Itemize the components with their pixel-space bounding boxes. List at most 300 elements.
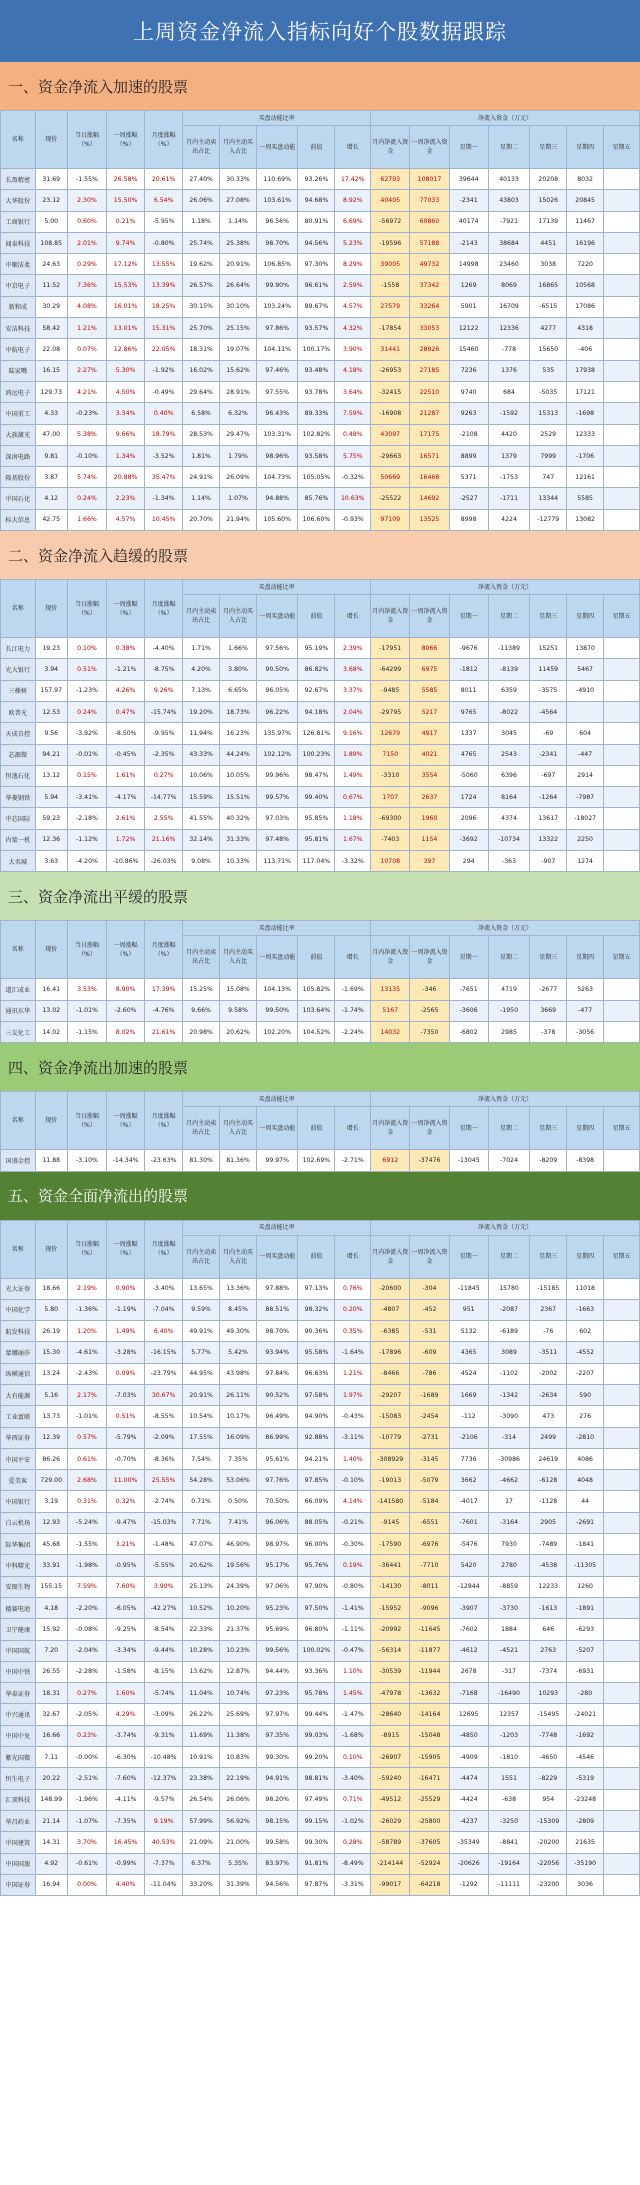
cell-m-power: 93.26%	[298, 169, 335, 190]
cell-net-month: 12679	[371, 723, 410, 744]
cell-m-out: 57.99%	[183, 1810, 220, 1831]
cell-chg-day: -0.61%	[67, 1853, 106, 1874]
cell-price: 18.66	[35, 1278, 67, 1299]
cell-m-power: 93.78%	[298, 381, 335, 402]
table-row	[1, 169, 640, 190]
cell-net-month: -4807	[371, 1299, 410, 1320]
cell-tue: -11389	[488, 638, 530, 659]
cell-fri	[604, 1021, 640, 1042]
cell-tue: -3250	[488, 1810, 530, 1831]
cell-thu: 4086	[567, 1448, 604, 1469]
cell-net-week: -64218	[410, 1874, 449, 1895]
cell-thu: -1698	[567, 403, 604, 424]
cell-chg-week: 1.34%	[107, 445, 145, 466]
cell-growth: 4.57%	[335, 296, 371, 317]
cell-thu: -280	[567, 1683, 604, 1704]
cell-chg-month: 18.79%	[145, 424, 183, 445]
cell-price: 129.73	[35, 381, 67, 402]
cell-tue: -10734	[488, 829, 530, 850]
cell-net-week: -13632	[410, 1683, 449, 1704]
table-row	[1, 979, 640, 1000]
col-header-net-month: 月内净流入资金	[371, 1107, 410, 1150]
cell-chg-day: 4.08%	[67, 296, 106, 317]
cell-name: 国盛金控	[1, 1150, 36, 1171]
cell-w-power: 94.56%	[256, 1874, 298, 1895]
cell-mon: -20626	[449, 1853, 488, 1874]
cell-name: 天成自控	[1, 723, 36, 744]
cell-tue: -1342	[488, 1384, 530, 1405]
cell-chg-month: -5.55%	[145, 1555, 183, 1576]
cell-net-week: 27185	[410, 360, 449, 381]
table-row	[1, 1299, 640, 1320]
section-1	[0, 62, 640, 531]
cell-price: 12.93	[35, 1512, 67, 1533]
col-header-chg-day: 当日涨幅（%）	[67, 1092, 106, 1150]
cell-growth: 1.21%	[335, 1363, 371, 1384]
cell-net-month: 1707	[371, 787, 410, 808]
cell-chg-day: 1.66%	[67, 509, 106, 530]
cell-chg-week: 12.86%	[107, 339, 145, 360]
cell-w-power: 98.70%	[256, 232, 298, 253]
table-row	[1, 1640, 640, 1661]
cell-name: 大有能源	[1, 1384, 36, 1405]
cell-name: 鸿远电子	[1, 381, 36, 402]
cell-m-out: 1.71%	[183, 638, 220, 659]
cell-net-week: 5217	[410, 701, 449, 722]
cell-wed: 954	[530, 1789, 567, 1810]
cell-chg-month: 6.54%	[145, 190, 183, 211]
cell-wed: -12779	[530, 509, 567, 530]
cell-mon: -6802	[449, 1021, 488, 1042]
cell-chg-day: 7.36%	[67, 275, 106, 296]
cell-growth: -0.80%	[335, 1576, 371, 1597]
cell-m-power: 103.64%	[298, 1000, 335, 1021]
table-row	[1, 1000, 640, 1021]
cell-tue: 3045	[488, 723, 530, 744]
cell-m-out: 27.40%	[183, 169, 220, 190]
cell-tue: -1950	[488, 1000, 530, 1021]
cell-net-week: -9096	[410, 1597, 449, 1618]
cell-w-power: 99.30%	[256, 1747, 298, 1768]
cell-m-out: 20.98%	[183, 1021, 220, 1042]
cell-name: 华西证券	[1, 1427, 36, 1448]
col-header-mon: 星期一	[449, 126, 488, 169]
cell-m-power: 106.60%	[298, 509, 335, 530]
col-header-fri: 星期五	[604, 1235, 640, 1278]
cell-thu: 1260	[567, 1576, 604, 1597]
col-header-tue: 星期二	[488, 126, 530, 169]
cell-growth: 17.42%	[335, 169, 371, 190]
cell-tue: -638	[488, 1789, 530, 1810]
cell-name: 爱美客	[1, 1470, 36, 1491]
cell-chg-month: -23.63%	[145, 1150, 183, 1171]
cell-name: 大族激光	[1, 424, 36, 445]
cell-m-in: 10.23%	[220, 1640, 257, 1661]
col-header-w-power: 一周买盘动能	[256, 1107, 298, 1150]
cell-chg-week: 17.12%	[107, 254, 145, 275]
cell-chg-month: 21.16%	[145, 829, 183, 850]
cell-net-week: 60860	[410, 211, 449, 232]
cell-wed: 2905	[530, 1512, 567, 1533]
cell-growth: 1.97%	[335, 1384, 371, 1405]
cell-name: 大华股份	[1, 190, 36, 211]
col-header-wed: 星期三	[530, 936, 567, 979]
cell-m-out: 0.71%	[183, 1491, 220, 1512]
cell-net-week: 77033	[410, 190, 449, 211]
cell-w-power: 110.69%	[256, 169, 298, 190]
cell-growth: -1.47%	[335, 1704, 371, 1725]
cell-net-month: -10779	[371, 1427, 410, 1448]
cell-chg-day: -4.61%	[67, 1342, 106, 1363]
cell-net-week: -52924	[410, 1853, 449, 1874]
cell-m-in: 31.39%	[220, 1874, 257, 1895]
cell-name: 闻泰科技	[1, 232, 36, 253]
cell-net-week: -3145	[410, 1448, 449, 1469]
cell-net-month: -29207	[371, 1384, 410, 1405]
cell-m-power: 89.67%	[298, 296, 335, 317]
cell-price: 3.63	[35, 851, 67, 872]
cell-tue: -30986	[488, 1448, 530, 1469]
cell-name: 欧普光	[1, 701, 36, 722]
col-header-mon: 星期一	[449, 595, 488, 638]
cell-thu: 604	[567, 723, 604, 744]
col-header-fri: 星期五	[604, 1107, 640, 1150]
cell-thu: -1663	[567, 1299, 604, 1320]
cell-chg-day: -0.01%	[67, 744, 106, 765]
cell-thu: 11018	[567, 1278, 604, 1299]
cell-chg-month: 21.61%	[145, 1021, 183, 1042]
cell-chg-day: 2.30%	[67, 190, 106, 211]
cell-wed: -7374	[530, 1661, 567, 1682]
cell-thu: 13082	[567, 509, 604, 530]
cell-chg-week: 5.30%	[107, 360, 145, 381]
cell-m-power: 94.18%	[298, 701, 335, 722]
cell-m-power: 97.58%	[298, 1384, 335, 1405]
cell-net-month: -26953	[371, 360, 410, 381]
cell-price: 3.19	[35, 1491, 67, 1512]
cell-m-in: 26.09%	[220, 467, 257, 488]
cell-price: 16.66	[35, 1725, 67, 1746]
cell-name: 中国国航	[1, 1640, 36, 1661]
table-row	[1, 360, 640, 381]
cell-m-power: 99.44%	[298, 1704, 335, 1725]
cell-thu: 17121	[567, 381, 604, 402]
cell-w-power: 135.97%	[256, 723, 298, 744]
cell-m-in: 43.98%	[220, 1363, 257, 1384]
cell-price: 16.41	[35, 979, 67, 1000]
table-row	[1, 765, 640, 786]
cell-wed: -2002	[530, 1363, 567, 1384]
cell-tue: -1203	[488, 1725, 530, 1746]
cell-fri	[604, 979, 640, 1000]
cell-growth: 3.68%	[335, 659, 371, 680]
cell-fri	[604, 1384, 640, 1405]
cell-mon: 9263	[449, 403, 488, 424]
cell-wed: -5035	[530, 381, 567, 402]
cell-thu: -2809	[567, 1810, 604, 1831]
cell-m-out: 26.57%	[183, 275, 220, 296]
cell-chg-day: 5.38%	[67, 424, 106, 445]
stock-table	[0, 1091, 640, 1171]
cell-chg-week: 2.61%	[107, 808, 145, 829]
cell-m-power: 94.56%	[298, 232, 335, 253]
cell-price: 42.75	[35, 509, 67, 530]
cell-growth: -1.02%	[335, 1810, 371, 1831]
cell-net-month: 10708	[371, 851, 410, 872]
cell-wed: 15650	[530, 339, 567, 360]
cell-thu: -477	[567, 1000, 604, 1021]
cell-net-week: -6551	[410, 1512, 449, 1533]
cell-thu: -4546	[567, 1747, 604, 1768]
cell-fri	[604, 1747, 640, 1768]
cell-fri	[604, 1810, 640, 1831]
cell-growth: -1.11%	[335, 1619, 371, 1640]
cell-net-month: -32415	[371, 381, 410, 402]
cell-growth: -1.41%	[335, 1597, 371, 1618]
cell-growth: -0.93%	[335, 509, 371, 530]
cell-m-in: 15.08%	[220, 979, 257, 1000]
cell-growth: -3.40%	[335, 1768, 371, 1789]
cell-chg-month: 3.90%	[145, 1576, 183, 1597]
col-header-name: 名称	[1, 111, 36, 169]
cell-chg-week: 0.32%	[107, 1491, 145, 1512]
cell-chg-day: 0.60%	[67, 211, 106, 232]
cell-mon: -2341	[449, 190, 488, 211]
cell-price: 13.73	[35, 1406, 67, 1427]
section-title: 二、资金净流入趋缓的股票	[0, 531, 640, 579]
cell-chg-month: 10.45%	[145, 509, 183, 530]
cell-mon: -4237	[449, 1810, 488, 1831]
cell-fri	[604, 1512, 640, 1533]
cell-m-out: 19.20%	[183, 701, 220, 722]
cell-price: 26.55	[35, 1661, 67, 1682]
cell-wed: -2634	[530, 1384, 567, 1405]
cell-name: 华昌药业	[1, 1810, 36, 1831]
cell-m-in: 10.20%	[220, 1597, 257, 1618]
cell-chg-week: -0.99%	[107, 1853, 145, 1874]
cell-wed: 2763	[530, 1640, 567, 1661]
table-row	[1, 638, 640, 659]
cell-growth: -2.71%	[335, 1150, 371, 1171]
section-3	[0, 872, 640, 1043]
cell-chg-week: 0.21%	[107, 211, 145, 232]
table-row	[1, 1704, 640, 1725]
cell-m-power: 98.32%	[298, 1299, 335, 1320]
cell-growth: -1.64%	[335, 1342, 371, 1363]
cell-growth: 0.20%	[335, 1299, 371, 1320]
table-row	[1, 1342, 640, 1363]
cell-chg-day: -1.55%	[67, 169, 106, 190]
cell-mon: 15460	[449, 339, 488, 360]
cell-net-month: -69300	[371, 808, 410, 829]
cell-thu: 20845	[567, 190, 604, 211]
cell-mon: 4524	[449, 1363, 488, 1384]
cell-chg-week: 16.45%	[107, 1832, 145, 1853]
cell-net-month: -17951	[371, 638, 410, 659]
cell-net-month: -15083	[371, 1406, 410, 1427]
cell-tue: 4719	[488, 979, 530, 1000]
cell-chg-month: 13.55%	[145, 254, 183, 275]
cell-m-in: 12.87%	[220, 1661, 257, 1682]
cell-chg-week: -4.11%	[107, 1789, 145, 1810]
cell-thu: -11305	[567, 1555, 604, 1576]
cell-w-power: 105.60%	[256, 509, 298, 530]
table-row	[1, 723, 640, 744]
cell-net-week: 1154	[410, 829, 449, 850]
cell-m-out: 22.33%	[183, 1619, 220, 1640]
cell-fri	[604, 232, 640, 253]
cell-name: 内蒙一机	[1, 829, 36, 850]
cell-net-week: -11645	[410, 1619, 449, 1640]
cell-m-in: 20.62%	[220, 1021, 257, 1042]
cell-mon: 5901	[449, 296, 488, 317]
cell-fri	[604, 445, 640, 466]
cell-w-power: 97.86%	[256, 318, 298, 339]
cell-w-power: 88.51%	[256, 1299, 298, 1320]
cell-price: 157.97	[35, 680, 67, 701]
cell-wed: -2341	[530, 744, 567, 765]
cell-net-week: 37342	[410, 275, 449, 296]
cell-chg-month: -2.74%	[145, 1491, 183, 1512]
cell-growth: 10.63%	[335, 488, 371, 509]
cell-mon: 951	[449, 1299, 488, 1320]
cell-mon: -11845	[449, 1278, 488, 1299]
cell-name: 安洁科技	[1, 318, 36, 339]
cell-price: 4.33	[35, 403, 67, 424]
cell-w-power: 96.05%	[256, 680, 298, 701]
cell-thu: -8398	[567, 1150, 604, 1171]
cell-net-week: 108017	[410, 169, 449, 190]
cell-name: 中兴通讯	[1, 1704, 36, 1725]
cell-price: 14.02	[35, 1021, 67, 1042]
cell-m-power: 95.81%	[298, 829, 335, 850]
cell-m-out: 24.91%	[183, 467, 220, 488]
cell-chg-week: 20.88%	[107, 467, 145, 488]
cell-w-power: 97.03%	[256, 808, 298, 829]
cell-m-in: 10.05%	[220, 765, 257, 786]
cell-name: 三棵树	[1, 680, 36, 701]
cell-chg-month: -2.35%	[145, 744, 183, 765]
cell-chg-day: 0.51%	[67, 659, 106, 680]
cell-m-in: 13.36%	[220, 1278, 257, 1299]
col-header-wed: 星期三	[530, 1235, 567, 1278]
col-header-mon: 星期一	[449, 936, 488, 979]
cell-name: 中航电子	[1, 339, 36, 360]
cell-chg-week: 8.02%	[107, 1021, 145, 1042]
cell-net-month: 50669	[371, 467, 410, 488]
cell-price: 32.67	[35, 1704, 67, 1725]
col-header-chg-week: 一周涨幅（%）	[107, 1092, 145, 1150]
cell-tue: -2087	[488, 1299, 530, 1320]
cell-m-in: 15.62%	[220, 360, 257, 381]
cell-fri	[604, 339, 640, 360]
cell-m-power: 98.47%	[298, 765, 335, 786]
cell-chg-week: 15.53%	[107, 275, 145, 296]
cell-net-week: 21287	[410, 403, 449, 424]
table-row	[1, 509, 640, 530]
cell-m-power: 100.17%	[298, 339, 335, 360]
cell-mon: 5371	[449, 467, 488, 488]
cell-m-power: 93.36%	[298, 1661, 335, 1682]
cell-m-in: 6.32%	[220, 403, 257, 424]
cell-fri	[604, 1555, 640, 1576]
cell-price: 47.00	[35, 424, 67, 445]
cell-net-month: 27579	[371, 296, 410, 317]
cell-m-in: 10.33%	[220, 851, 257, 872]
cell-mon: -7602	[449, 1619, 488, 1640]
cell-name: 标大信息	[1, 509, 36, 530]
cell-net-month: -17590	[371, 1534, 410, 1555]
cell-thu: 5263	[567, 979, 604, 1000]
cell-wed: -22056	[530, 1853, 567, 1874]
cell-fri	[604, 701, 640, 722]
cell-chg-week: 13.01%	[107, 318, 145, 339]
section-2	[0, 531, 640, 872]
cell-m-in: 26.11%	[220, 1384, 257, 1405]
cell-wed: 473	[530, 1406, 567, 1427]
col-header-price: 现价	[35, 111, 67, 169]
cell-price: 5.94	[35, 787, 67, 808]
cell-price: 4.12	[35, 488, 67, 509]
cell-growth: 0.28%	[335, 1832, 371, 1853]
cell-m-power: 85.76%	[298, 488, 335, 509]
cell-chg-month: -1.48%	[145, 1534, 183, 1555]
cell-price: 45.68	[35, 1534, 67, 1555]
section-title: 五、资金全面净流出的股票	[0, 1172, 640, 1220]
cell-chg-month: -0.49%	[145, 381, 183, 402]
col-header-name: 名称	[1, 1220, 36, 1278]
cell-name: 中科曙光	[1, 1555, 36, 1576]
cell-w-power: 96.06%	[256, 1512, 298, 1533]
cell-m-power: 93.58%	[298, 445, 335, 466]
cell-chg-week: -6.30%	[107, 1747, 145, 1768]
col-header-w-power: 一周买盘动能	[256, 936, 298, 979]
table-row	[1, 254, 640, 275]
cell-net-week: 17175	[410, 424, 449, 445]
table-row	[1, 808, 640, 829]
cell-growth: 1.49%	[335, 765, 371, 786]
cell-net-month: -17896	[371, 1342, 410, 1363]
cell-chg-week: -8.50%	[107, 723, 145, 744]
cell-m-out: 6.58%	[183, 403, 220, 424]
cell-price: 13.12	[35, 765, 67, 786]
cell-chg-day: -2.18%	[67, 808, 106, 829]
cell-m-out: 81.30%	[183, 1150, 220, 1171]
col-header-m-power: 前值	[298, 1107, 335, 1150]
cell-m-in: 25.38%	[220, 232, 257, 253]
cell-net-month: -59240	[371, 1768, 410, 1789]
cell-chg-week: -3.28%	[107, 1342, 145, 1363]
cell-net-month: -26907	[371, 1747, 410, 1768]
cell-m-in: 30.33%	[220, 169, 257, 190]
cell-m-out: 9.08%	[183, 851, 220, 872]
cell-w-power: 97.55%	[256, 381, 298, 402]
cell-chg-month: -8.55%	[145, 1406, 183, 1427]
cell-net-month: -56314	[371, 1640, 410, 1661]
cell-m-out: 21.09%	[183, 1832, 220, 1853]
cell-chg-month: -9.95%	[145, 723, 183, 744]
stock-table	[0, 579, 640, 872]
table-row	[1, 318, 640, 339]
cell-thu: -2207	[567, 1363, 604, 1384]
cell-net-week: 6975	[410, 659, 449, 680]
cell-name: 新和成	[1, 296, 36, 317]
cell-name: 深南电路	[1, 445, 36, 466]
cell-fri	[604, 190, 640, 211]
cell-m-power: 96.80%	[298, 1619, 335, 1640]
col-header-fri: 星期五	[604, 936, 640, 979]
cell-name: 隆基股份	[1, 467, 36, 488]
